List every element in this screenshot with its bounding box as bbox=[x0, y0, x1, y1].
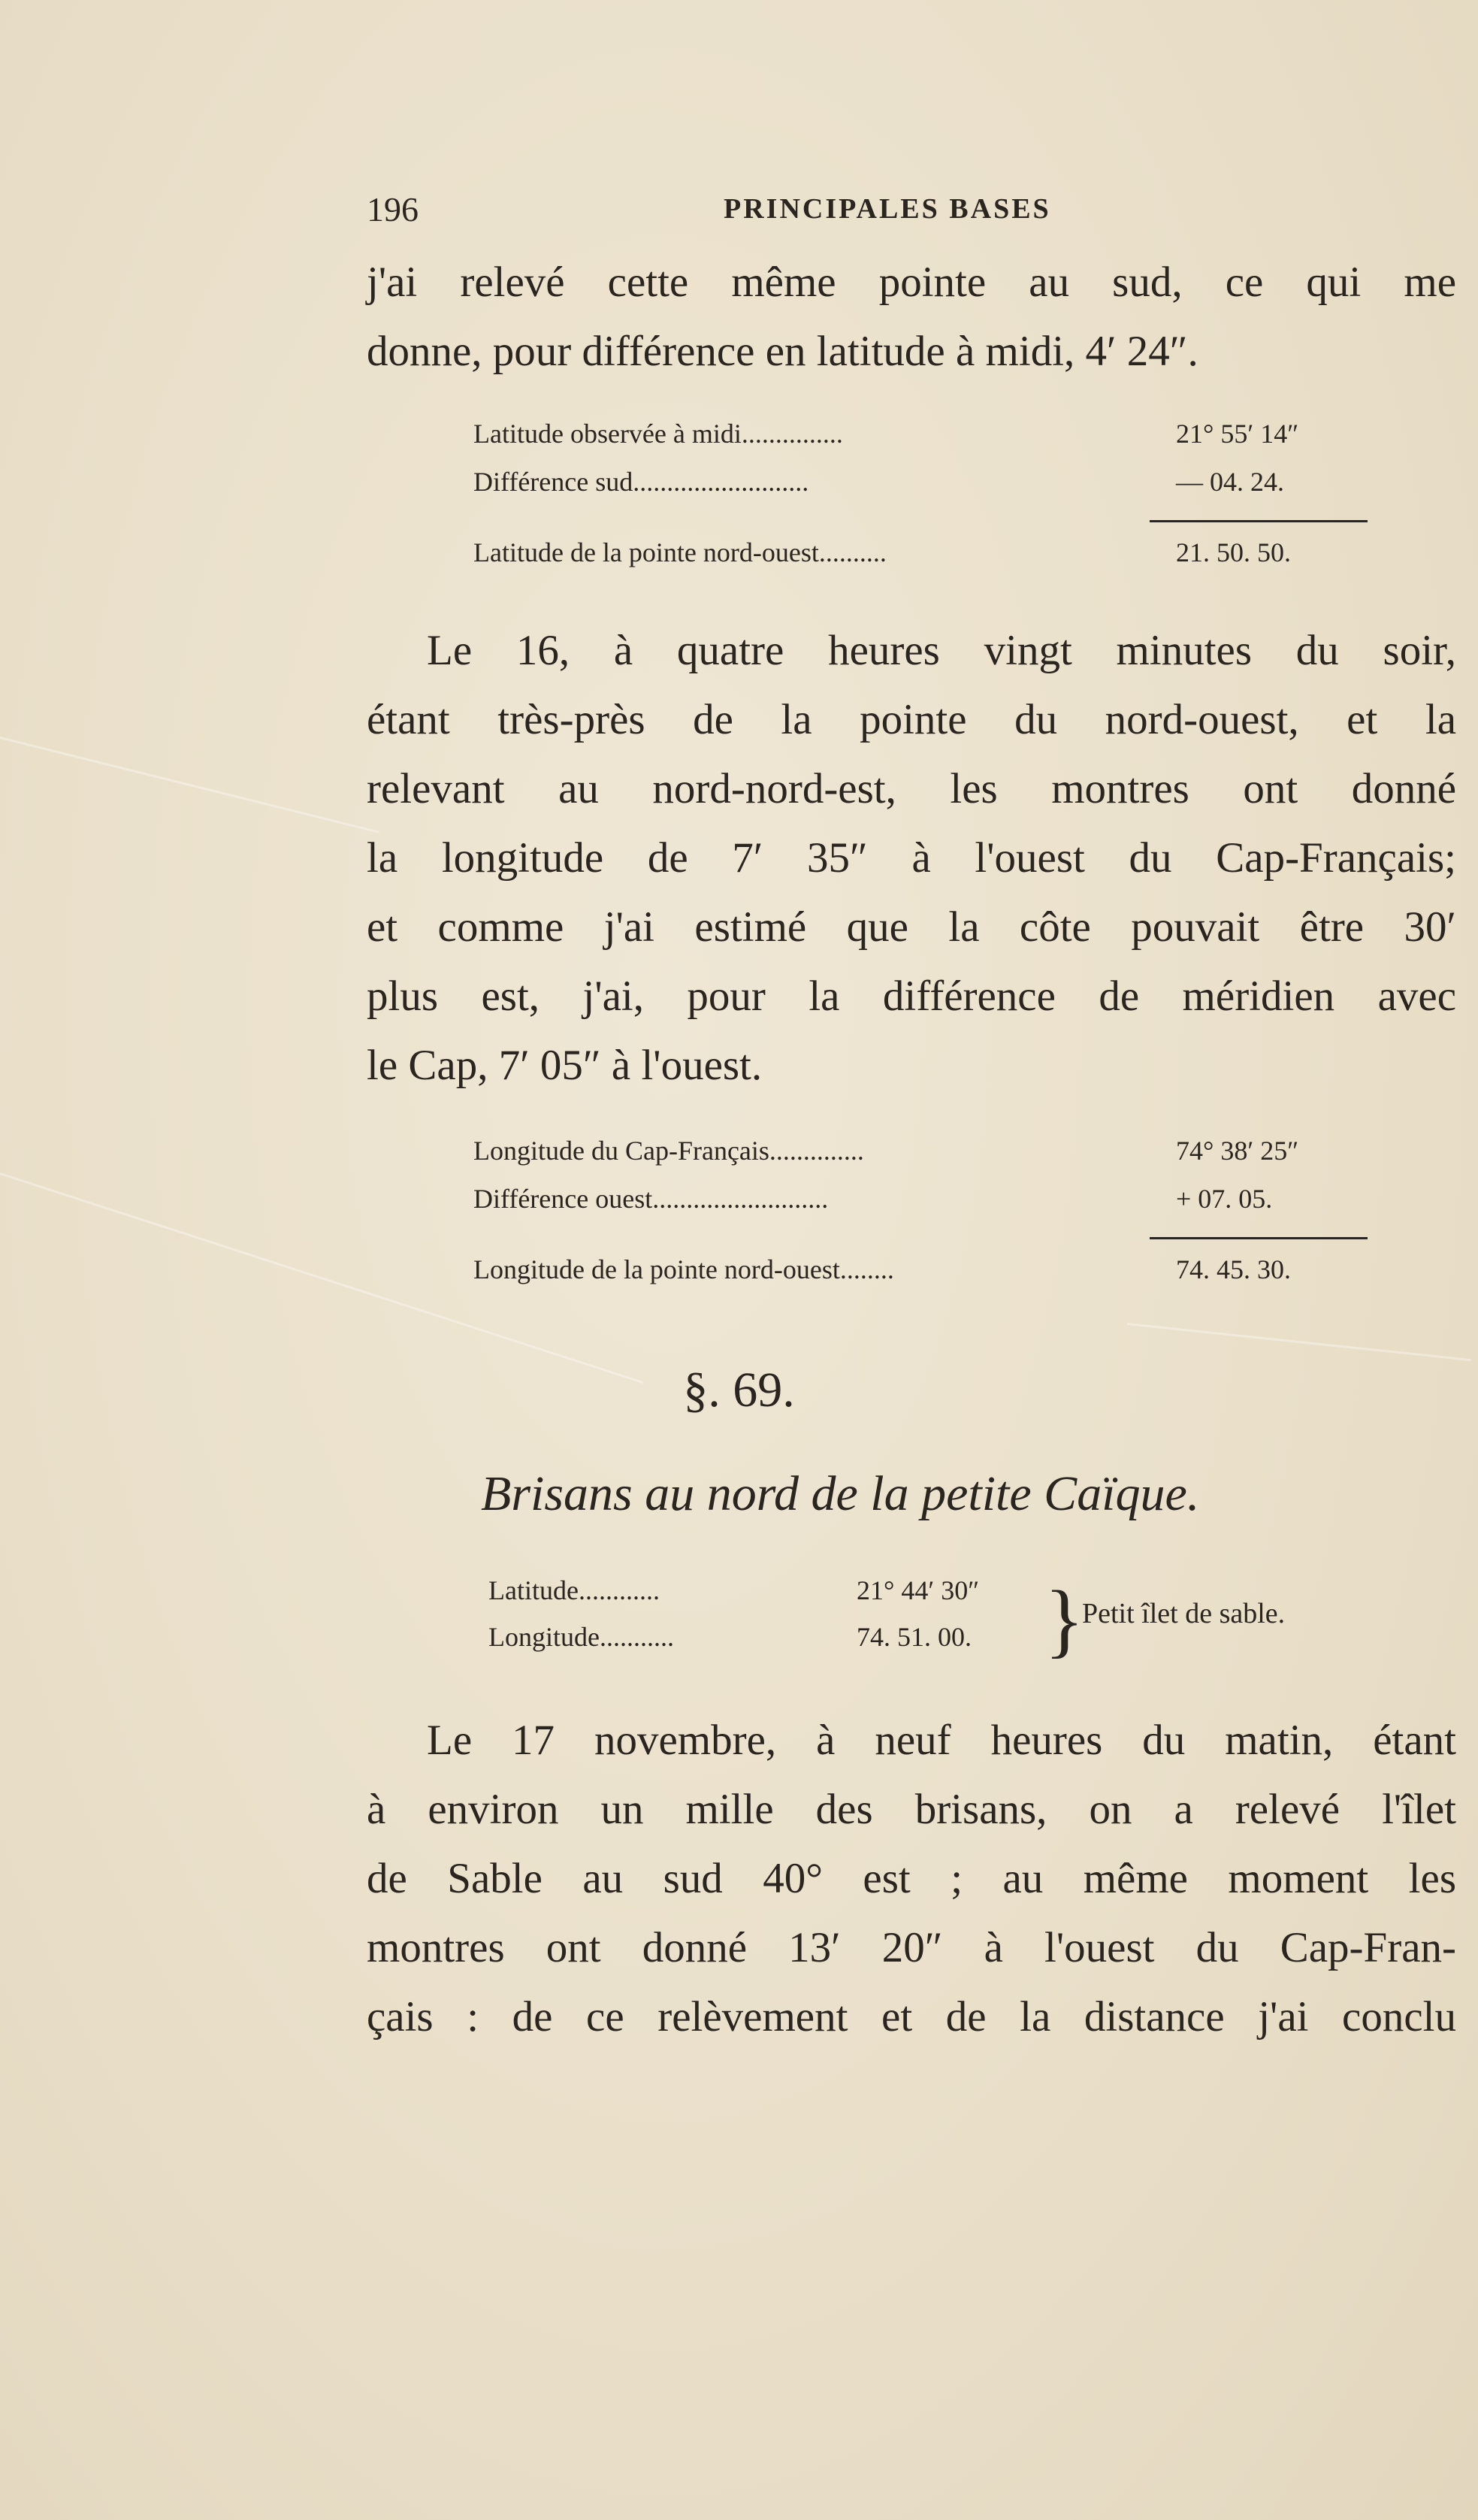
text-line: j'ai relevé cette même pointe au sud, ce qui me bbox=[367, 259, 1456, 306]
table-row bbox=[473, 1254, 1375, 1302]
row-label: Différence ouest.......................... bbox=[473, 1184, 829, 1214]
latitude-table bbox=[473, 418, 1375, 585]
table-row bbox=[473, 418, 1375, 466]
text-line: la longitude de 7′ 35″ à l'ouest du Cap-Français; bbox=[367, 834, 1456, 882]
table-row bbox=[473, 1183, 1375, 1231]
text-line: de Sable au sud 40° est ; au même moment les bbox=[367, 1855, 1456, 1902]
text-line: le Cap, 7′ 05″ à l'ouest. bbox=[367, 1042, 763, 1089]
section-title: Brisans au nord de la petite Caïque. bbox=[481, 1466, 1200, 1521]
text-line: çais : de ce relèvement et de la distance j'ai conclu bbox=[367, 1993, 1456, 2041]
sum-rule bbox=[1150, 520, 1368, 522]
coordinate-label: Longitude........... bbox=[488, 1622, 674, 1652]
row-label: Longitude de la pointe nord-ouest........ bbox=[473, 1254, 894, 1284]
text-line: Le 17 novembre, à neuf heures du matin, étant bbox=[427, 1717, 1456, 1764]
row-value: 21. 50. 50. bbox=[1176, 537, 1291, 567]
paper-crease bbox=[0, 737, 379, 833]
text-line: donne, pour différence en latitude à midi, 4′ 24″. bbox=[367, 328, 1198, 375]
table-row bbox=[473, 537, 1375, 585]
row-label: Longitude du Cap-Français.............. bbox=[473, 1136, 864, 1166]
paragraph-17-november bbox=[367, 1706, 1456, 2052]
text-line: montres ont donné 13′ 20″ à l'ouest du Cap-Fran- bbox=[367, 1924, 1456, 1971]
coordinate-value: 21° 44′ 30″ bbox=[857, 1575, 980, 1605]
row-label: Différence sud.......................... bbox=[473, 467, 809, 497]
table-row bbox=[473, 466, 1375, 514]
section-number: §. 69. bbox=[683, 1363, 795, 1417]
row-value: 21° 55′ 14″ bbox=[1176, 419, 1299, 449]
paragraph-16 bbox=[367, 616, 1456, 1100]
coordinates-block bbox=[488, 1575, 1390, 1668]
row-label: Latitude de la pointe nord-ouest.......... bbox=[473, 537, 887, 567]
text-line: Le 16, à quatre heures vingt minutes du soir, bbox=[427, 627, 1456, 674]
row-label: Latitude observée à midi............... bbox=[473, 419, 843, 449]
brace-glyph: } bbox=[1044, 1574, 1084, 1665]
text-line: plus est, j'ai, pour la différence de méridien avec bbox=[367, 973, 1456, 1020]
page-number: 196 bbox=[367, 190, 419, 228]
coordinates-note: Petit îlet de sable. bbox=[1082, 1598, 1286, 1629]
running-title: PRINCIPALES BASES bbox=[724, 193, 1051, 225]
coordinate-label: Latitude............ bbox=[488, 1575, 660, 1605]
text-line: étant très-près de la pointe du nord-ouest, et la bbox=[367, 696, 1456, 743]
page-header bbox=[367, 189, 1118, 234]
longitude-table bbox=[473, 1135, 1375, 1302]
coordinate-value: 74. 51. 00. bbox=[857, 1622, 972, 1652]
row-value: 74. 45. 30. bbox=[1176, 1254, 1291, 1284]
paragraph-continuation bbox=[367, 248, 1456, 386]
text-line: à environ un mille des brisans, on a relevé l'îlet bbox=[367, 1786, 1456, 1833]
text-line: relevant au nord-nord-est, les montres ont donné bbox=[367, 765, 1456, 812]
row-value: + 07. 05. bbox=[1176, 1184, 1273, 1214]
row-value: 74° 38′ 25″ bbox=[1176, 1136, 1299, 1166]
table-row bbox=[473, 1135, 1375, 1183]
text-line: et comme j'ai estimé que la côte pouvait être 30′ bbox=[367, 903, 1456, 951]
paper-crease bbox=[1127, 1323, 1471, 1361]
sum-rule bbox=[1150, 1237, 1368, 1239]
row-value: — 04. 24. bbox=[1176, 467, 1284, 497]
